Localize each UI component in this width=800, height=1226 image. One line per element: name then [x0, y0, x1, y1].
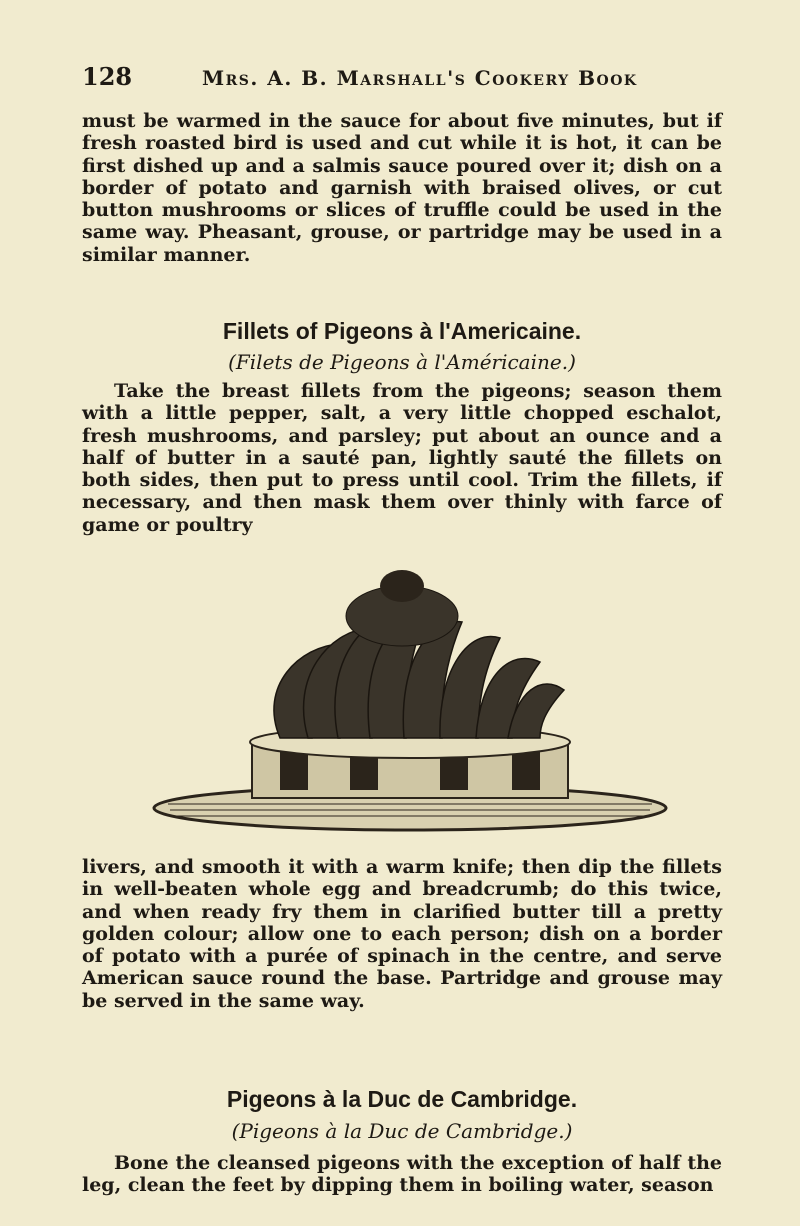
recipe-title-pigeons-cambridge: Pigeons à la Duc de Cambridge.	[226, 1086, 578, 1112]
running-head: Mrs. A. B. Marshall's Cookery Book	[202, 66, 638, 90]
paragraph-fillets-method: Take the breast fillets from the pigeons; season them with a little pepper, salt, a very little chopped eschalot, fresh mushrooms, and parsley; put about an ounce and a half of butter in a sauté pan, lightly sauté the fillets on both sides, then put to press until cool. Trim the fillets, if necessary, and then mask them over thinly with farce of game or poultry	[82, 380, 722, 536]
paragraph-fillets-continued: livers, and smooth it with a warm knife; then dip the fillets in well-beaten whole egg and breadcrumb; do this twice, and when ready fry them in clarified butter till a pretty golden colour; allow one to each person; dish on a border of potato with a purée of spinach in the centre, and serve American sauce round the base. Partridge and grouse may be served in the same way.	[82, 856, 722, 1012]
recipe-title-fillets: Fillets of Pigeons à l'Americaine.	[222, 318, 582, 344]
dish-illustration	[140, 566, 680, 846]
recipe-subtitle-pigeons-cambridge: (Pigeons à la Duc de Cambridge.)	[231, 1119, 573, 1143]
paragraph-intro: must be warmed in the sauce for about five minutes, but if fresh roasted bird is used and cut while it is hot, it can be first dished up and a salmis sauce poured over it; dish on a border of potato and garnish with braised olives, or cut button mushrooms or slices of truffle could be used in the same way. Pheasant, grouse, or partridge may be used in a similar manner.	[82, 110, 722, 266]
page-header	[82, 62, 722, 96]
recipe-subtitle-fillets: (Filets de Pigeons à l'Américaine.)	[228, 350, 576, 374]
page-number: 128	[82, 62, 133, 91]
paragraph-pigeons-cambridge: Bone the cleansed pigeons with the exception of half the leg, clean the feet by dipping them in boiling water, season	[82, 1152, 722, 1197]
